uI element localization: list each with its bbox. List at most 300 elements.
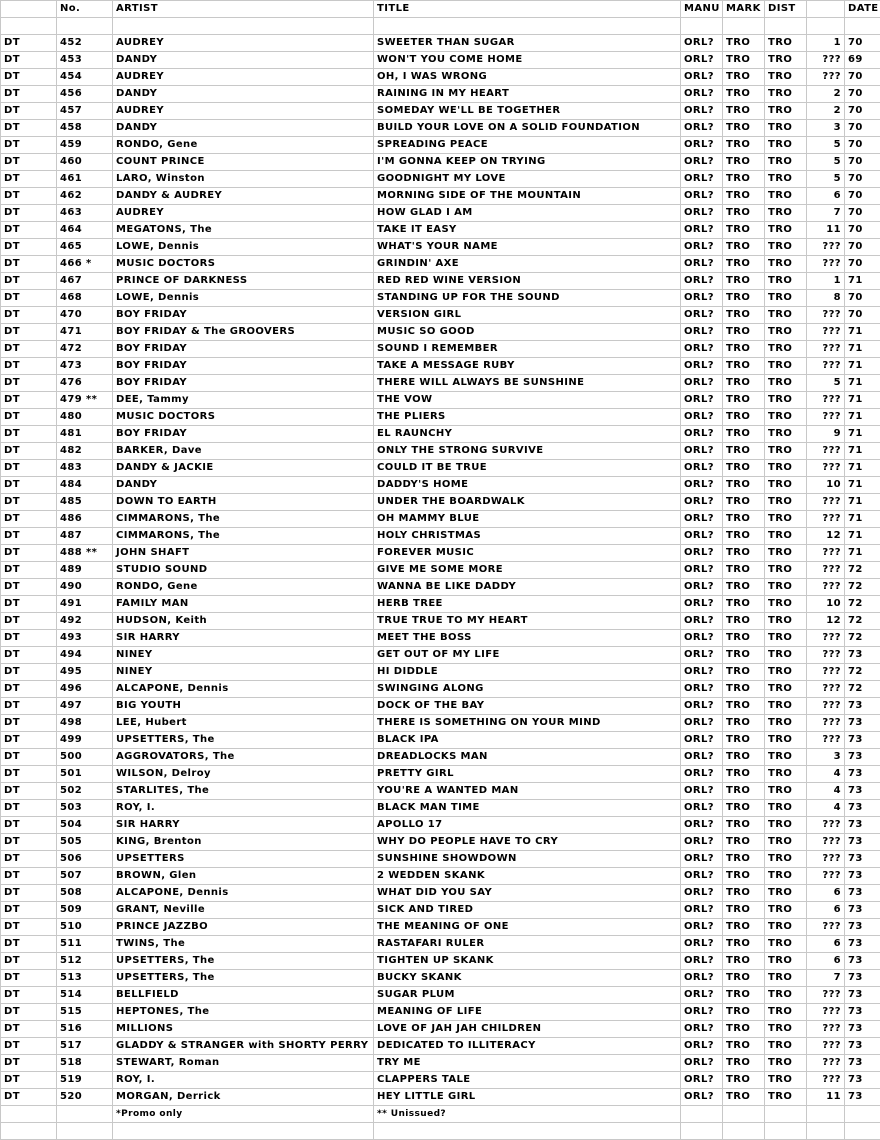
title-cell: APOLLO 17: [374, 817, 681, 834]
date-cell: 73: [845, 698, 880, 715]
date-cell: 73: [845, 902, 880, 919]
date-cell: 71: [845, 392, 880, 409]
manu-cell: ORL?: [681, 239, 723, 256]
manu-cell: ORL?: [681, 970, 723, 987]
prefix-cell: DT: [1, 511, 57, 528]
month-cell: ???: [807, 851, 845, 868]
dist-cell: TRO: [765, 732, 807, 749]
date-cell: 73: [845, 1038, 880, 1055]
dist-cell: TRO: [765, 188, 807, 205]
title-cell: TRY ME: [374, 1055, 681, 1072]
mark-cell: TRO: [723, 171, 765, 188]
month-cell: 2: [807, 103, 845, 120]
mark-cell: TRO: [723, 579, 765, 596]
month-cell: ???: [807, 715, 845, 732]
title-cell: TAKE A MESSAGE RUBY: [374, 358, 681, 375]
table-row: [1, 375, 880, 392]
prefix-cell: DT: [1, 851, 57, 868]
title-cell: FOREVER MUSIC: [374, 545, 681, 562]
manu-cell: ORL?: [681, 647, 723, 664]
table-row: [1, 256, 880, 273]
prefix-cell: DT: [1, 69, 57, 86]
manu-cell: ORL?: [681, 919, 723, 936]
mark-cell: TRO: [723, 426, 765, 443]
artist-cell: DEE, Tammy: [113, 392, 374, 409]
dist-cell: TRO: [765, 1089, 807, 1106]
manu-cell: ORL?: [681, 154, 723, 171]
table-row: [1, 137, 880, 154]
number-cell: 482: [57, 443, 113, 460]
artist-cell: WILSON, Delroy: [113, 766, 374, 783]
prefix-cell: DT: [1, 579, 57, 596]
dist-cell: TRO: [765, 256, 807, 273]
prefix-cell: DT: [1, 987, 57, 1004]
number-cell: 504: [57, 817, 113, 834]
month-cell: 5: [807, 154, 845, 171]
manu-cell: ORL?: [681, 987, 723, 1004]
mark-cell: TRO: [723, 273, 765, 290]
month-cell: ???: [807, 69, 845, 86]
title-cell: DADDY'S HOME: [374, 477, 681, 494]
date-cell: 70: [845, 137, 880, 154]
mark-cell: TRO: [723, 664, 765, 681]
dist-cell: TRO: [765, 936, 807, 953]
prefix-cell: DT: [1, 885, 57, 902]
prefix-cell: DT: [1, 766, 57, 783]
month-cell: ???: [807, 647, 845, 664]
artist-cell: MILLIONS: [113, 1021, 374, 1038]
table-row: [1, 443, 880, 460]
dist-cell: TRO: [765, 494, 807, 511]
dist-cell: TRO: [765, 970, 807, 987]
artist-cell: PRINCE JAZZBO: [113, 919, 374, 936]
mark-cell: TRO: [723, 1004, 765, 1021]
date-cell: 71: [845, 358, 880, 375]
artist-cell: DOWN TO EARTH: [113, 494, 374, 511]
manu-cell: ORL?: [681, 52, 723, 69]
table-row: [1, 35, 880, 52]
mark-cell: TRO: [723, 307, 765, 324]
number-cell: 499: [57, 732, 113, 749]
manu-cell: ORL?: [681, 936, 723, 953]
title-cell: SICK AND TIRED: [374, 902, 681, 919]
manu-cell: ORL?: [681, 783, 723, 800]
empty-cell: [723, 1123, 765, 1140]
date-cell: 73: [845, 647, 880, 664]
table-row: [1, 732, 880, 749]
dist-cell: TRO: [765, 630, 807, 647]
number-cell: 473: [57, 358, 113, 375]
mark-cell: TRO: [723, 154, 765, 171]
empty-cell: [57, 1106, 113, 1123]
month-cell: 1: [807, 273, 845, 290]
artist-cell: SIR HARRY: [113, 630, 374, 647]
title-cell: GIVE ME SOME MORE: [374, 562, 681, 579]
prefix-cell: DT: [1, 817, 57, 834]
prefix-cell: DT: [1, 307, 57, 324]
table-row: [1, 613, 880, 630]
date-cell: 73: [845, 715, 880, 732]
month-cell: 6: [807, 936, 845, 953]
number-cell: 458: [57, 120, 113, 137]
number-cell: 500: [57, 749, 113, 766]
month-cell: ???: [807, 256, 845, 273]
month-cell: ???: [807, 732, 845, 749]
dist-cell: TRO: [765, 222, 807, 239]
mark-cell: TRO: [723, 902, 765, 919]
title-cell: GOODNIGHT MY LOVE: [374, 171, 681, 188]
artist-cell: FAMILY MAN: [113, 596, 374, 613]
title-cell: I'M GONNA KEEP ON TRYING: [374, 154, 681, 171]
artist-cell: MUSIC DOCTORS: [113, 409, 374, 426]
number-cell: 481: [57, 426, 113, 443]
title-cell: HEY LITTLE GIRL: [374, 1089, 681, 1106]
number-cell: 466 *: [57, 256, 113, 273]
date-cell: 72: [845, 579, 880, 596]
number-cell: 484: [57, 477, 113, 494]
date-cell: 71: [845, 273, 880, 290]
month-cell: 4: [807, 766, 845, 783]
prefix-cell: DT: [1, 341, 57, 358]
mark-cell: TRO: [723, 1038, 765, 1055]
date-cell: 71: [845, 426, 880, 443]
title-cell: DREADLOCKS MAN: [374, 749, 681, 766]
mark-cell: TRO: [723, 239, 765, 256]
empty-cell: [723, 18, 765, 35]
number-cell: 465: [57, 239, 113, 256]
title-cell: WHY DO PEOPLE HAVE TO CRY: [374, 834, 681, 851]
manu-cell: ORL?: [681, 749, 723, 766]
prefix-cell: DT: [1, 732, 57, 749]
date-cell: 70: [845, 120, 880, 137]
artist-cell: JOHN SHAFT: [113, 545, 374, 562]
dist-cell: TRO: [765, 103, 807, 120]
table-row: [1, 171, 880, 188]
title-cell: DOCK OF THE BAY: [374, 698, 681, 715]
prefix-cell: DT: [1, 409, 57, 426]
manu-cell: ORL?: [681, 868, 723, 885]
dist-cell: TRO: [765, 341, 807, 358]
artist-cell: DANDY: [113, 86, 374, 103]
artist-cell: CIMMARONS, The: [113, 528, 374, 545]
mark-cell: TRO: [723, 596, 765, 613]
artist-cell: DANDY & JACKIE: [113, 460, 374, 477]
artist-cell: UPSETTERS: [113, 851, 374, 868]
table-row: [1, 1089, 880, 1106]
empty-cell: [57, 18, 113, 35]
artist-cell: PRINCE OF DARKNESS: [113, 273, 374, 290]
number-cell: 452: [57, 35, 113, 52]
title-cell: HI DIDDLE: [374, 664, 681, 681]
month-cell: 11: [807, 222, 845, 239]
number-cell: 505: [57, 834, 113, 851]
mark-cell: TRO: [723, 545, 765, 562]
number-cell: 459: [57, 137, 113, 154]
manu-cell: ORL?: [681, 86, 723, 103]
mark-cell: TRO: [723, 256, 765, 273]
mark-cell: TRO: [723, 647, 765, 664]
dist-cell: TRO: [765, 885, 807, 902]
mark-cell: TRO: [723, 936, 765, 953]
month-cell: 6: [807, 953, 845, 970]
prefix-cell: DT: [1, 120, 57, 137]
prefix-cell: DT: [1, 324, 57, 341]
date-cell: 73: [845, 1089, 880, 1106]
dist-cell: TRO: [765, 358, 807, 375]
month-cell: ???: [807, 52, 845, 69]
number-cell: 506: [57, 851, 113, 868]
dist-cell: TRO: [765, 324, 807, 341]
table-row: [1, 1072, 880, 1089]
prefix-cell: DT: [1, 664, 57, 681]
date-cell: 73: [845, 868, 880, 885]
table-row: [1, 1004, 880, 1021]
table-row: [1, 817, 880, 834]
prefix-cell: DT: [1, 834, 57, 851]
mark-cell: TRO: [723, 324, 765, 341]
number-cell: 510: [57, 919, 113, 936]
table-row: [1, 936, 880, 953]
artist-cell: LOWE, Dennis: [113, 239, 374, 256]
title-cell: TAKE IT EASY: [374, 222, 681, 239]
table-row: [1, 698, 880, 715]
dist-cell: TRO: [765, 919, 807, 936]
title-cell: MEET THE BOSS: [374, 630, 681, 647]
mark-cell: TRO: [723, 341, 765, 358]
manu-cell: ORL?: [681, 137, 723, 154]
spacer-row: [1, 18, 880, 35]
date-cell: 71: [845, 477, 880, 494]
month-cell: ???: [807, 307, 845, 324]
date-cell: 70: [845, 103, 880, 120]
table-row: [1, 681, 880, 698]
month-cell: ???: [807, 341, 845, 358]
table-row: [1, 1038, 880, 1055]
dist-cell: TRO: [765, 1004, 807, 1021]
artist-cell: STARLITES, The: [113, 783, 374, 800]
title-cell: WANNA BE LIKE DADDY: [374, 579, 681, 596]
number-cell: 509: [57, 902, 113, 919]
number-cell: 508: [57, 885, 113, 902]
dist-cell: TRO: [765, 460, 807, 477]
month-cell: ???: [807, 392, 845, 409]
manu-cell: ORL?: [681, 69, 723, 86]
artist-cell: BELLFIELD: [113, 987, 374, 1004]
table-row: [1, 120, 880, 137]
manu-cell: ORL?: [681, 205, 723, 222]
prefix-cell: DT: [1, 477, 57, 494]
month-cell: ???: [807, 460, 845, 477]
mark-cell: TRO: [723, 919, 765, 936]
dist-cell: TRO: [765, 52, 807, 69]
mark-cell: TRO: [723, 375, 765, 392]
mark-cell: TRO: [723, 987, 765, 1004]
number-cell: 493: [57, 630, 113, 647]
table-row: [1, 86, 880, 103]
date-cell: 71: [845, 409, 880, 426]
manu-cell: ORL?: [681, 307, 723, 324]
table-row: [1, 766, 880, 783]
mark-cell: TRO: [723, 511, 765, 528]
dist-cell: TRO: [765, 392, 807, 409]
date-cell: 70: [845, 307, 880, 324]
table-row: [1, 239, 880, 256]
prefix-cell: DT: [1, 86, 57, 103]
title-cell: ONLY THE STRONG SURVIVE: [374, 443, 681, 460]
mark-cell: TRO: [723, 290, 765, 307]
dist-cell: TRO: [765, 120, 807, 137]
table-row: [1, 749, 880, 766]
manu-cell: ORL?: [681, 732, 723, 749]
date-cell: 72: [845, 664, 880, 681]
title-cell: HOLY CHRISTMAS: [374, 528, 681, 545]
prefix-cell: DT: [1, 783, 57, 800]
artist-cell: BARKER, Dave: [113, 443, 374, 460]
dist-cell: TRO: [765, 239, 807, 256]
prefix-cell: DT: [1, 290, 57, 307]
empty-cell: [723, 1106, 765, 1123]
dist-cell: TRO: [765, 307, 807, 324]
empty-cell: [845, 1123, 880, 1140]
manu-cell: ORL?: [681, 392, 723, 409]
number-cell: 518: [57, 1055, 113, 1072]
date-cell: 73: [845, 783, 880, 800]
manu-cell: ORL?: [681, 443, 723, 460]
number-cell: 462: [57, 188, 113, 205]
footnote-row: [1, 1106, 880, 1123]
month-cell: 8: [807, 290, 845, 307]
table-row: [1, 273, 880, 290]
header-dist: DIST: [765, 1, 807, 18]
table-row: [1, 902, 880, 919]
dist-cell: TRO: [765, 511, 807, 528]
number-cell: 494: [57, 647, 113, 664]
table-row: [1, 409, 880, 426]
number-cell: 470: [57, 307, 113, 324]
manu-cell: ORL?: [681, 188, 723, 205]
empty-cell: [845, 1106, 880, 1123]
mark-cell: TRO: [723, 222, 765, 239]
table-row: [1, 392, 880, 409]
artist-cell: BIG YOUTH: [113, 698, 374, 715]
artist-cell: BOY FRIDAY: [113, 341, 374, 358]
manu-cell: ORL?: [681, 885, 723, 902]
header-prefix: [1, 1, 57, 18]
manu-cell: ORL?: [681, 545, 723, 562]
month-cell: 11: [807, 1089, 845, 1106]
empty-cell: [113, 1123, 374, 1140]
date-cell: 72: [845, 613, 880, 630]
mark-cell: TRO: [723, 562, 765, 579]
prefix-cell: DT: [1, 52, 57, 69]
title-cell: BUCKY SKANK: [374, 970, 681, 987]
title-cell: SWINGING ALONG: [374, 681, 681, 698]
manu-cell: ORL?: [681, 256, 723, 273]
month-cell: ???: [807, 239, 845, 256]
number-cell: 490: [57, 579, 113, 596]
table-row: [1, 205, 880, 222]
mark-cell: TRO: [723, 749, 765, 766]
month-cell: ???: [807, 681, 845, 698]
prefix-cell: DT: [1, 970, 57, 987]
prefix-cell: DT: [1, 1004, 57, 1021]
title-cell: COULD IT BE TRUE: [374, 460, 681, 477]
mark-cell: TRO: [723, 783, 765, 800]
mark-cell: TRO: [723, 205, 765, 222]
dist-cell: TRO: [765, 273, 807, 290]
month-cell: 4: [807, 800, 845, 817]
manu-cell: ORL?: [681, 273, 723, 290]
empty-cell: [807, 1106, 845, 1123]
date-cell: 73: [845, 885, 880, 902]
month-cell: ???: [807, 579, 845, 596]
mark-cell: TRO: [723, 494, 765, 511]
manu-cell: ORL?: [681, 766, 723, 783]
title-cell: BLACK IPA: [374, 732, 681, 749]
dist-cell: TRO: [765, 715, 807, 732]
title-cell: MEANING OF LIFE: [374, 1004, 681, 1021]
manu-cell: ORL?: [681, 324, 723, 341]
dist-cell: TRO: [765, 800, 807, 817]
mark-cell: TRO: [723, 477, 765, 494]
table-row: [1, 647, 880, 664]
date-cell: 70: [845, 69, 880, 86]
date-cell: 72: [845, 630, 880, 647]
manu-cell: ORL?: [681, 103, 723, 120]
month-cell: 6: [807, 188, 845, 205]
mark-cell: TRO: [723, 188, 765, 205]
month-cell: ???: [807, 630, 845, 647]
prefix-cell: DT: [1, 953, 57, 970]
table-row: [1, 919, 880, 936]
dist-cell: TRO: [765, 1038, 807, 1055]
number-cell: 517: [57, 1038, 113, 1055]
title-cell: LOVE OF JAH JAH CHILDREN: [374, 1021, 681, 1038]
artist-cell: AGGROVATORS, The: [113, 749, 374, 766]
manu-cell: ORL?: [681, 1055, 723, 1072]
number-cell: 486: [57, 511, 113, 528]
artist-cell: UPSETTERS, The: [113, 970, 374, 987]
date-cell: 70: [845, 171, 880, 188]
title-cell: THE MEANING OF ONE: [374, 919, 681, 936]
dist-cell: TRO: [765, 698, 807, 715]
artist-cell: KING, Brenton: [113, 834, 374, 851]
artist-cell: DANDY & AUDREY: [113, 188, 374, 205]
month-cell: 9: [807, 426, 845, 443]
number-cell: 483: [57, 460, 113, 477]
date-cell: 73: [845, 936, 880, 953]
manu-cell: ORL?: [681, 375, 723, 392]
table-row: [1, 868, 880, 885]
number-cell: 464: [57, 222, 113, 239]
artist-cell: HEPTONES, The: [113, 1004, 374, 1021]
dist-cell: TRO: [765, 868, 807, 885]
artist-cell: BOY FRIDAY: [113, 375, 374, 392]
table-row: [1, 562, 880, 579]
number-cell: 495: [57, 664, 113, 681]
mark-cell: TRO: [723, 137, 765, 154]
artist-cell: COUNT PRINCE: [113, 154, 374, 171]
mark-cell: TRO: [723, 715, 765, 732]
title-cell: WHAT DID YOU SAY: [374, 885, 681, 902]
artist-cell: TWINS, The: [113, 936, 374, 953]
artist-cell: LEE, Hubert: [113, 715, 374, 732]
table-row: [1, 970, 880, 987]
date-cell: 72: [845, 562, 880, 579]
month-cell: ???: [807, 834, 845, 851]
date-cell: 71: [845, 528, 880, 545]
date-cell: 72: [845, 596, 880, 613]
